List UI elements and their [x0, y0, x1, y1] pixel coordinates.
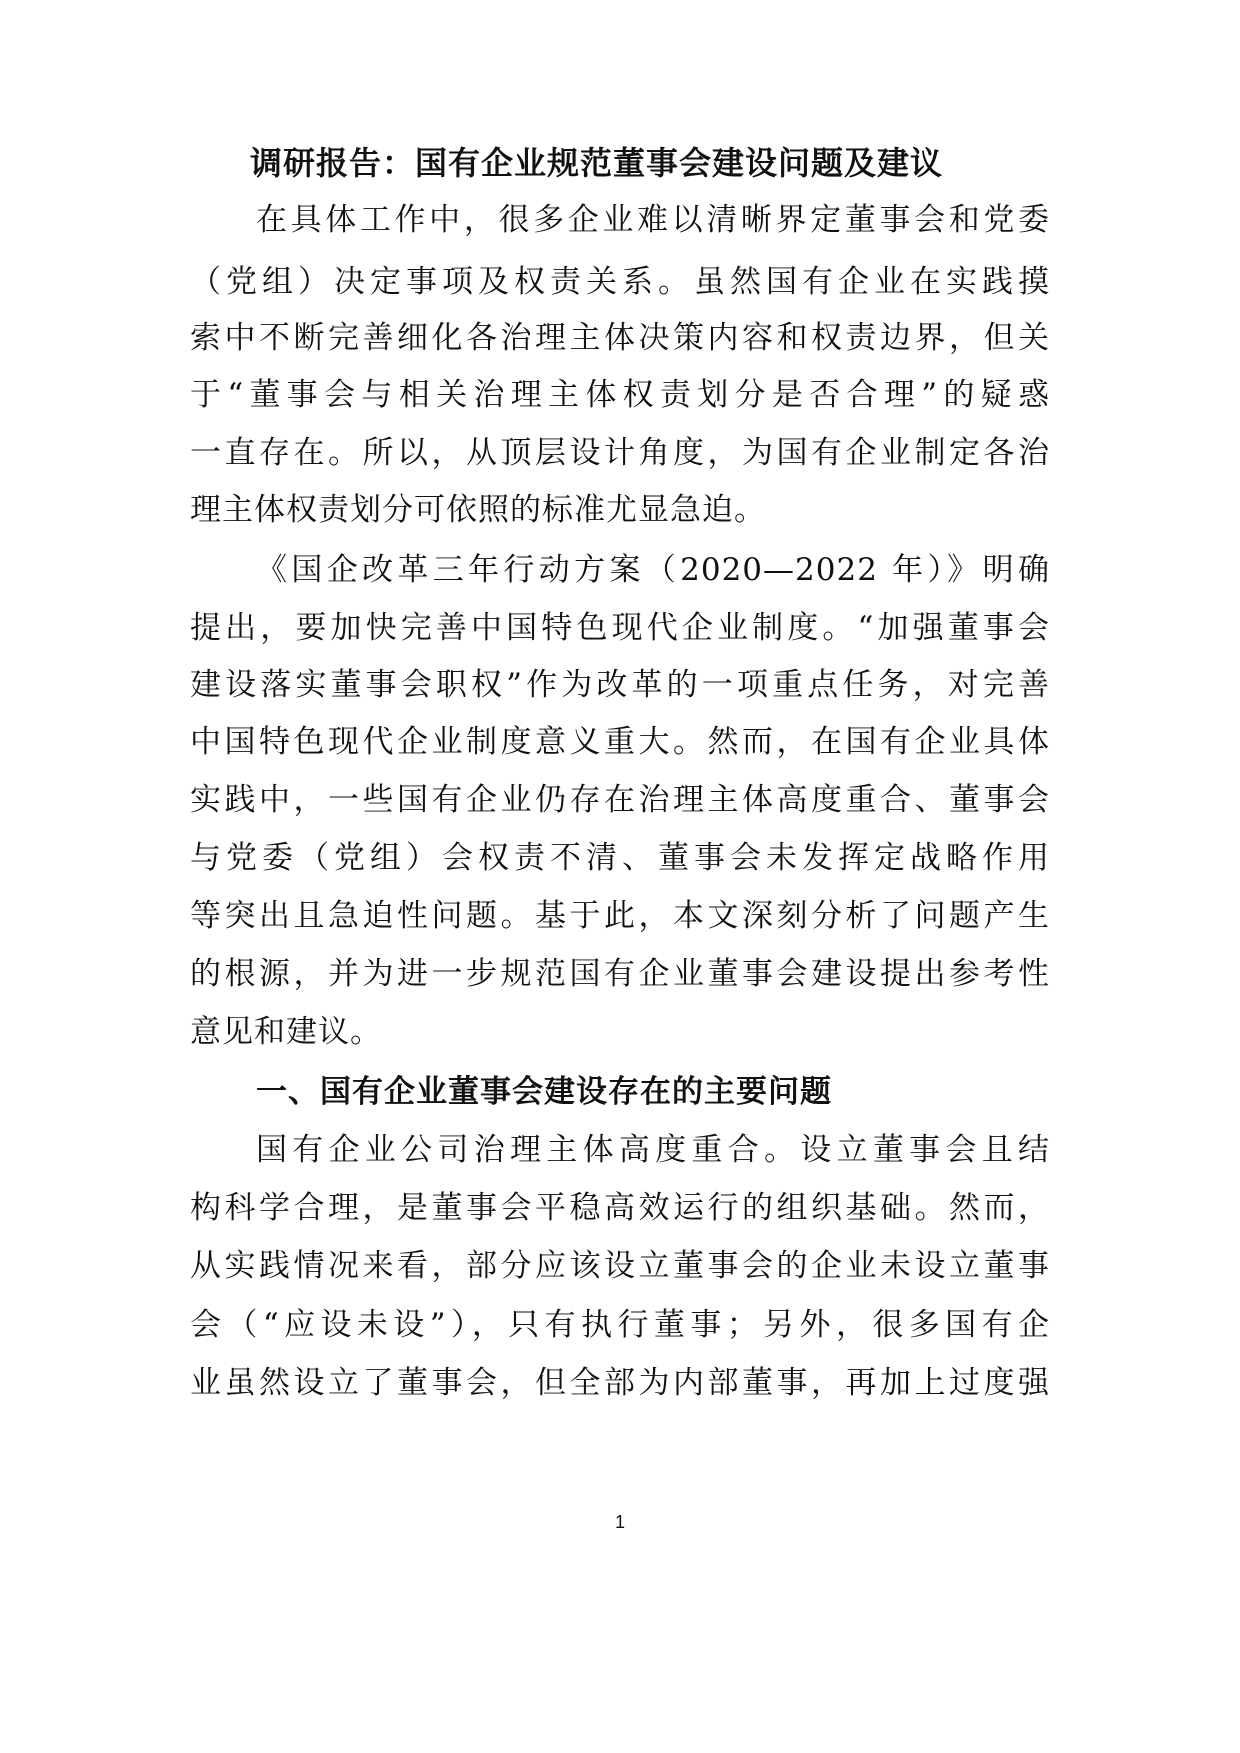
paragraph-1-line-6: 理主体权责划分可依照的标准尤显急迫。 — [190, 492, 766, 528]
section-heading: 一、国有企业董事会建设存在的主要问题 — [256, 1074, 832, 1110]
section-paragraph-line-1: 国有企业公司治理主体高度重合。设立董事会且结 — [256, 1132, 1050, 1168]
paragraph-1-line-2: （党组）决定事项及权责关系。虽然国有企业在实践摸 — [190, 264, 1050, 300]
section-paragraph-line-5: 业虽然设立了董事会，但全部为内部董事，再加上过度强 — [190, 1365, 1050, 1401]
paragraph-2-line-8: 的根源，并为进一步规范国有企业董事会建设提出参考性 — [190, 956, 1050, 992]
paragraph-2-line-5: 实践中，一些国有企业仍存在治理主体高度重合、董事会 — [190, 782, 1050, 818]
paragraph-2-line-2: 提出，要加快完善中国特色现代企业制度。“加强董事会 — [190, 610, 1050, 646]
section-paragraph-line-3: 从实践情况来看，部分应该设立董事会的企业未设立董事 — [190, 1248, 1050, 1284]
paragraph-2-line-1: 《国企改革三年行动方案（2020—2022 年）》明确 — [256, 552, 1050, 588]
paragraph-2-line-6: 与党委（党组）会权责不清、董事会未发挥定战略作用 — [190, 840, 1050, 876]
paragraph-1-line-5: 一直存在。所以，从顶层设计角度，为国有企业制定各治 — [190, 435, 1050, 471]
paragraph-2-line-3: 建设落实董事会职权”作为改革的一项重点任务，对完善 — [190, 667, 1050, 703]
section-paragraph-line-4: 会（“应设未设”），只有执行董事；另外，很多国有企 — [190, 1307, 1050, 1343]
paragraph-1-line-4: 于“董事会与相关治理主体权责划分是否合理”的疑惑 — [190, 377, 1050, 413]
section-paragraph-line-2: 构科学合理，是董事会平稳高效运行的组织基础。然而， — [190, 1190, 1050, 1226]
paragraph-2-line-9: 意见和建议。 — [190, 1014, 382, 1050]
page-number: 1 — [614, 1512, 625, 1532]
paragraph-2-line-4: 中国特色现代企业制度意义重大。然而，在国有企业具体 — [190, 724, 1050, 760]
paragraph-1-line-1: 在具体工作中，很多企业难以清晰界定董事会和党委 — [256, 202, 1050, 238]
document-title: 调研报告：国有企业规范董事会建设问题及建议 — [250, 144, 944, 182]
paragraph-2-line-7: 等突出且急迫性问题。基于此，本文深刻分析了问题产生 — [190, 898, 1050, 934]
paragraph-1-line-3: 索中不断完善细化各治理主体决策内容和权责边界，但关 — [190, 320, 1050, 356]
